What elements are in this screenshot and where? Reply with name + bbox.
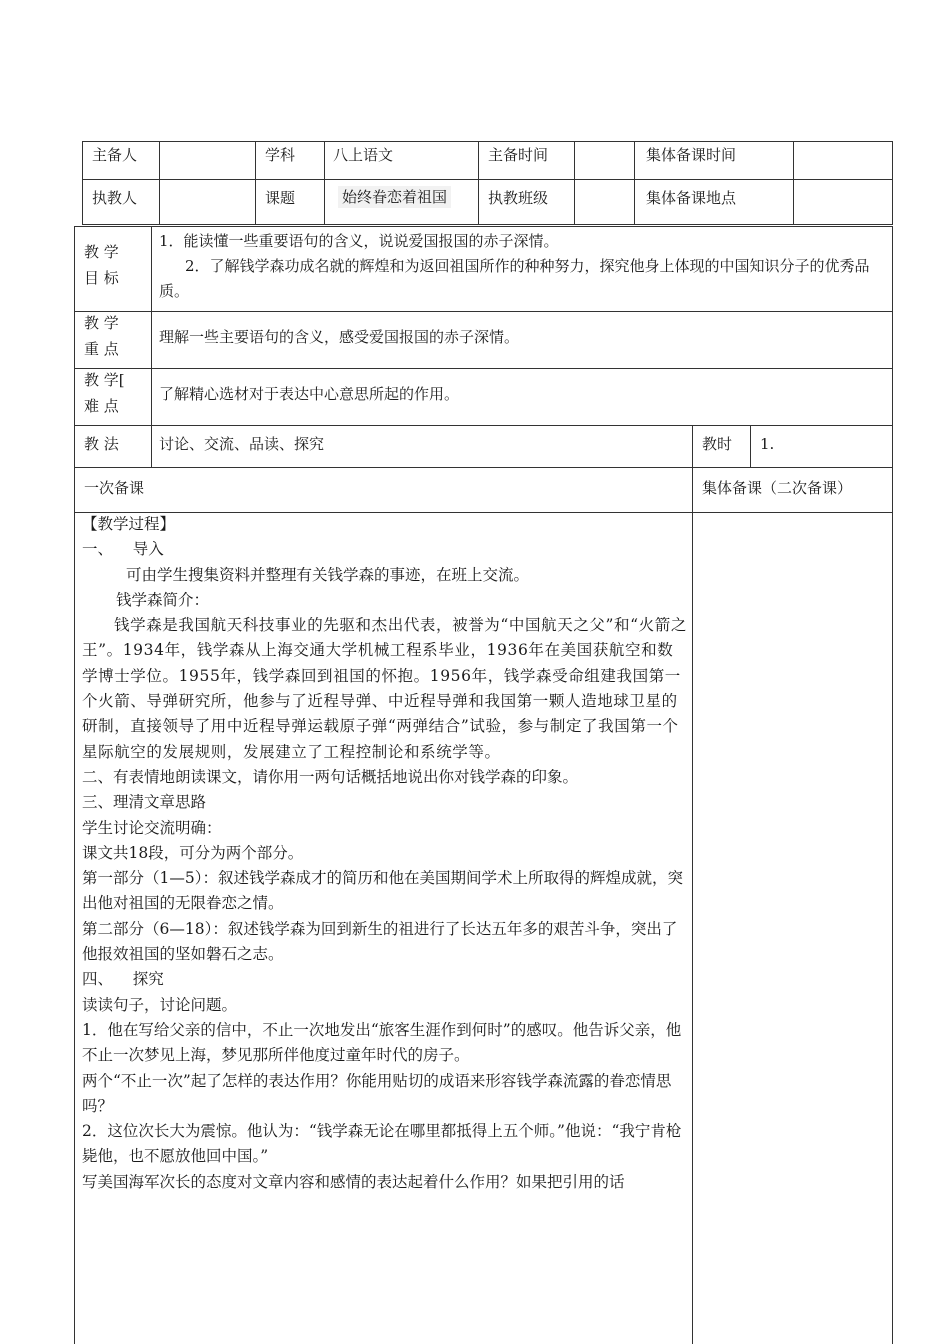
hours-label: 教时 xyxy=(702,435,733,453)
methods-text: 讨论、交流、品读、探究 xyxy=(159,435,325,453)
section-3-line-2: 课文共18段，可分为两个部分。 xyxy=(82,843,304,862)
section-1-para-2: 钱学森简介： xyxy=(116,590,210,609)
goals-line-1: 1．能读懂一些重要语句的含义，说说爱国报国的赤子深情。 xyxy=(159,232,559,250)
second-prep-heading: 集体备课（二次备课） xyxy=(702,479,853,497)
prep-time-label: 主备时间 xyxy=(488,146,549,164)
section-1-title: 一、 导入 xyxy=(82,540,164,559)
keypoints-text: 理解一些主要语句的含义，感受爱国报国的赤子深情。 xyxy=(159,328,520,346)
section-3-line-3: 第一部分（1—5）：叙述钱学森成才的简历和他在美国期间学术上所取得的辉煌成就，突出他对祖国的无限眷恋之情。 xyxy=(82,869,683,913)
section-4-line-1: 读读句子，讨论问题。 xyxy=(82,995,238,1014)
section-4-question-1: 1．他在写给父亲的信中，不止一次地发出“旅客生涯作到何时”的感叹。他告诉父亲，他不止一次梦见上海，梦见那所伴他度过童年时代的房子。 xyxy=(82,1020,682,1065)
section-4-question-2: 2．这位次长大为震惊。他认为：“钱学森无论在哪里都抵得上五个师。”他说：“我宁肯枪毙他，也不愿放他回中国。” xyxy=(82,1122,682,1166)
teaching-process xyxy=(82,512,688,1195)
first-prep-heading: 一次备课 xyxy=(84,479,145,497)
goals-label-b: 目 标 xyxy=(84,269,119,287)
subject-label: 学科 xyxy=(265,146,296,164)
methods-label: 教 法 xyxy=(84,435,119,453)
group-place-label: 集体备课地点 xyxy=(646,189,737,207)
topic-value: 始终眷恋着祖国 xyxy=(338,186,451,208)
keypoints-label-b: 重 点 xyxy=(84,340,119,358)
process-heading: 【教学过程】 xyxy=(82,515,176,533)
preparer-label: 主备人 xyxy=(92,146,138,164)
topic-label: 课题 xyxy=(265,189,296,207)
section-3-title: 三、理清文章思路 xyxy=(82,793,207,812)
teacher-label: 执教人 xyxy=(92,189,138,207)
section-2: 二、有表情地朗读课文，请你用一两句话概括地说出你对钱学森的印象。 xyxy=(82,767,579,786)
section-4-question-2b: 写美国海军次长的态度对文章内容和感情的表达起着什么作用？如果把引用的话 xyxy=(82,1172,625,1191)
difficulties-text: 了解精心选材对于表达中心意思所起的作用。 xyxy=(159,385,460,403)
keypoints-label-a: 教 学 xyxy=(84,314,119,332)
difficulties-label-a: 教 学[ xyxy=(84,371,125,389)
group-time-label: 集体备课时间 xyxy=(646,146,737,164)
section-4-title: 四、 探究 xyxy=(82,970,164,989)
subject-value: 八上语文 xyxy=(333,146,394,164)
goals-line-2: 2．了解钱学森功成名就的辉煌和为返回祖国所作的种种努力，探究他身上体现的中国知识分子的优秀品质。 xyxy=(159,257,870,300)
class-label: 执教班级 xyxy=(488,189,549,207)
section-1-para-1: 可由学生搜集资料并整理有关钱学森的事迹，在班上交流。 xyxy=(126,565,530,584)
section-3-line-1: 学生讨论交流明确： xyxy=(82,818,222,837)
goals-label-a: 教 学 xyxy=(84,243,119,261)
difficulties-label-b: 难 点 xyxy=(84,397,119,415)
hours-value: 1. xyxy=(760,435,775,453)
section-1-para-3: 钱学森是我国航天科技事业的先驱和杰出代表，被誉为“中国航天之父”和“火箭之王”。1934年，钱学森从上海交通大学机械工程系毕业，1936年在美国获航空和数学博士学位。1955年，钱学森回到祖国的怀抱。1956年，钱学森受命组建我国第一个火箭、导弹研究所，他参与了近程导弹、中近程导弹和我国第一颗人造地球卫星的研制，直接领导了用中近程导弹运载原子弹“两弹结合”试验，参与制定了我国第一个星际航空的发展规则，发展建立了工程控制论和系统学等。 xyxy=(82,616,687,761)
section-4-question-1b: 两个“不止一次”起了怎样的表达作用？你能用贴切的成语来形容钱学森流露的眷恋情思吗？ xyxy=(82,1071,672,1115)
section-3-line-4: 第二部分（6—18）：叙述钱学森为回到新生的祖进行了长达五年多的艰苦斗争，突出了他报效祖国的坚如磐石之志。 xyxy=(82,919,678,964)
